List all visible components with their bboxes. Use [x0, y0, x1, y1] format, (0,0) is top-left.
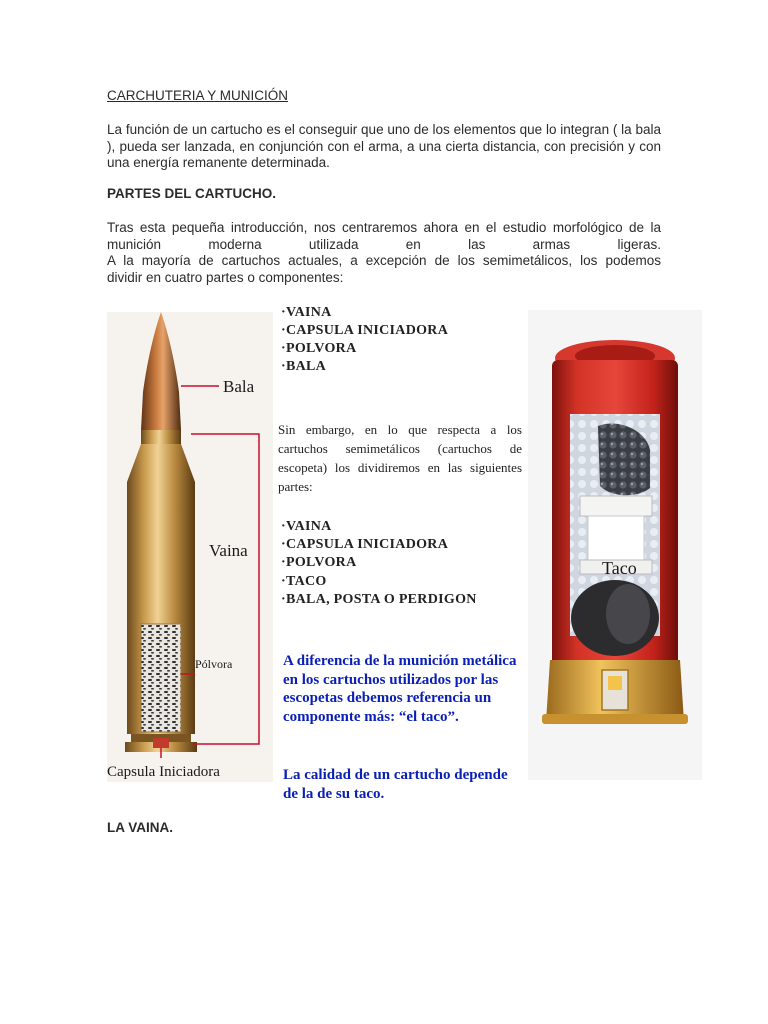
metal-parts-list	[281, 304, 448, 376]
list-item: ·POLVORA	[281, 555, 357, 571]
shotgun-shell-illustration	[528, 310, 702, 780]
list-item: ·VAINA	[281, 305, 332, 320]
shotgun-shell-figure	[528, 310, 702, 780]
document-title: CARCHUTERIA Y MUNICIÓN	[107, 88, 289, 103]
partes-paragraph	[107, 220, 661, 286]
label-capsula: Capsula Iniciadora	[107, 764, 220, 780]
list-item: ·BALA	[281, 359, 327, 374]
list-item: ·POLVORA	[281, 341, 357, 356]
intro-paragraph: La función de un cartucho es el conseguir que uno de los elementos que lo integran ( la bala ), pueda ser lanzada, en conjunción con el arma, a una cierta distancia, con precisión y con una energía remanente determinada.	[107, 122, 661, 170]
label-polvora: Pólvora	[195, 657, 233, 671]
list-item: ·TACO	[281, 573, 327, 589]
section-heading-partes: PARTES DEL CARTUCHO.	[107, 186, 277, 201]
partes-line-2: munición moderna utilizada en las armas ligeras.	[107, 236, 661, 252]
label-vaina: Vaina	[209, 541, 248, 560]
list-item: ·CAPSULA INICIADORA	[281, 537, 449, 553]
taco-note: A diferencia de la munición metálica en los cartuchos utilizados por las escopetas debemos referencia un componente más: “el taco”.	[283, 653, 517, 725]
semimetal-paragraph: Sin embargo, en lo que respecta a los cartuchos semimetálicos (cartuchos de escopeta) los dividiremos en las siguientes partes:	[278, 422, 522, 494]
partes-line-4: dividir en cuatro partes o componentes:	[107, 269, 344, 285]
label-taco: Taco	[602, 558, 637, 578]
list-item: ·BALA, POSTA O PERDIGON	[281, 591, 477, 607]
partes-line-1: Tras esta pequeña introducción, nos centraremos ahora en el estudio morfológico de la	[107, 220, 661, 235]
semimetal-parts-list	[281, 518, 477, 609]
list-item: ·CAPSULA INICIADORA	[281, 323, 449, 338]
quality-note: La calidad de un cartucho depende de la de su taco.	[283, 767, 508, 802]
rifle-cartridge-illustration	[107, 312, 273, 782]
partes-line-3: A la mayoría de cartuchos actuales, a excepción de los semimetálicos, los podemos	[107, 253, 661, 268]
section-heading-vaina: LA VAINA.	[107, 820, 173, 835]
label-bala: Bala	[223, 377, 255, 396]
list-item: ·VAINA	[281, 519, 332, 534]
rifle-cartridge-figure	[107, 312, 273, 782]
